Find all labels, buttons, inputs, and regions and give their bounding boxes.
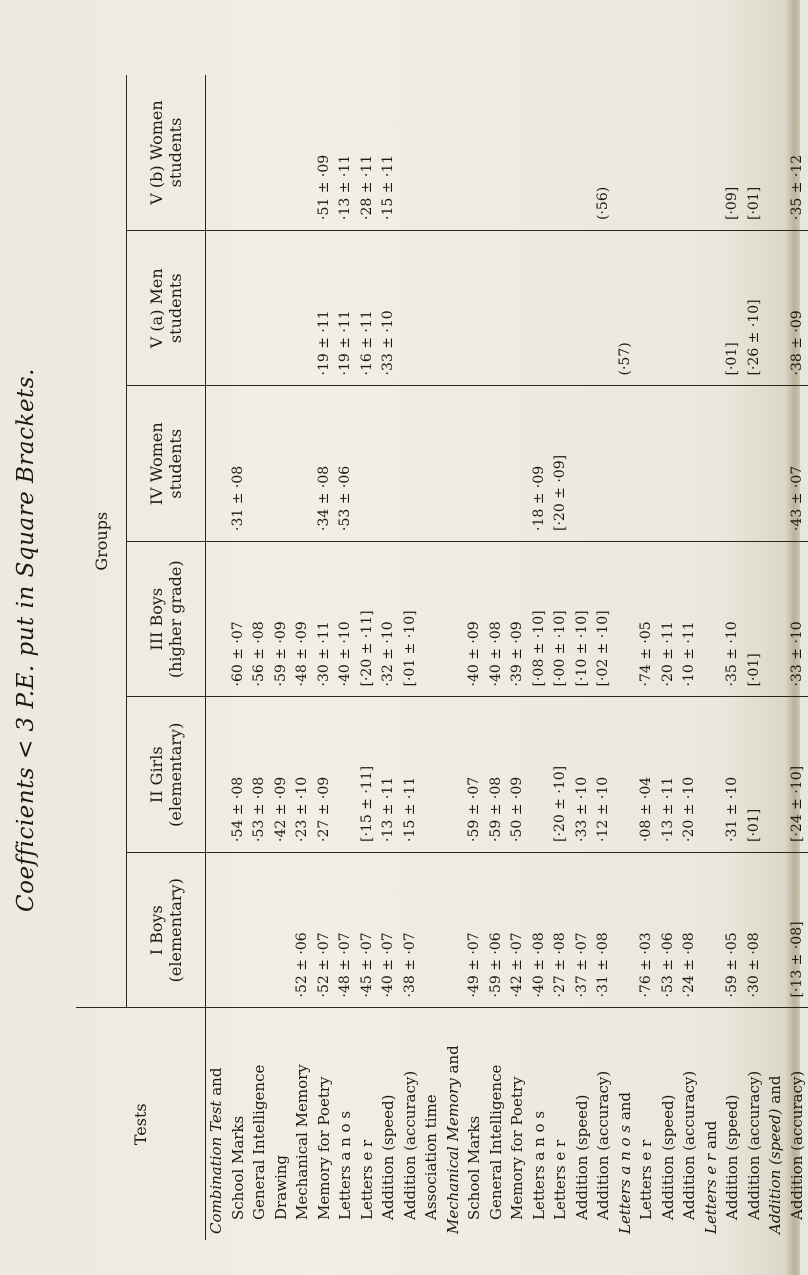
coefficient-cell: ·23 ± ·10 xyxy=(294,776,310,842)
coefficient-cell: ·40 ± ·08 xyxy=(530,932,547,998)
coefficient-cell xyxy=(658,231,680,376)
coefficient-cell xyxy=(615,75,637,220)
test-row-label: Drawing xyxy=(271,1154,290,1220)
test-row-label: Letters e r xyxy=(637,1139,655,1220)
coefficient-cell xyxy=(206,853,228,998)
coefficient-cell: ·19 ± ·11 xyxy=(315,310,332,376)
test-row-label: Addition (accuracy) xyxy=(680,1070,698,1220)
coefficient-cell xyxy=(658,75,680,220)
coefficient-cell: ·08 ± ·04 xyxy=(638,776,654,842)
coefficient-cell xyxy=(443,542,465,687)
group-header-4: IV Women students xyxy=(127,386,206,542)
coefficient-cell xyxy=(249,231,271,376)
correlation-table xyxy=(76,75,808,1240)
coefficient-cell: ·16 ± ·11 xyxy=(358,310,375,376)
coefficient-cell xyxy=(249,75,271,220)
test-row-label: Addition (speed) xyxy=(572,1094,591,1220)
test-group-suffix: and xyxy=(766,1075,784,1109)
coefficient-cell: ·53 ± ·06 xyxy=(337,465,353,531)
group-header-2: II Girls (elementary) xyxy=(127,697,206,853)
coefficient-cell xyxy=(765,231,787,376)
coefficient-cell: ·48 ± ·09 xyxy=(294,621,310,687)
test-row-label: Addition (speed) xyxy=(658,1094,677,1220)
coefficient-cell xyxy=(206,75,228,220)
groups-header-row xyxy=(76,75,127,1240)
coefficient-cell: ·13 ± ·11 xyxy=(659,776,676,842)
test-row-label: Addition (accuracy) xyxy=(744,1070,763,1220)
coefficient-cell xyxy=(765,75,787,220)
coefficient-cell xyxy=(271,853,293,998)
coefficient-cell: (·56) xyxy=(595,186,611,220)
coefficient-cell xyxy=(765,853,787,998)
coefficient-cell xyxy=(572,387,594,532)
coefficient-cell: ·59 ± ·08 xyxy=(487,776,504,842)
test-group-title: Letters e r xyxy=(701,1153,720,1234)
coefficient-cell: ·40 ± ·10 xyxy=(337,621,353,687)
coefficient-cell xyxy=(636,231,658,376)
coefficient-cell xyxy=(335,698,357,843)
test-group-title: Addition (speed) xyxy=(766,1108,784,1234)
coefficient-cell: ·18 ± ·09 xyxy=(530,465,547,531)
coefficient-cell xyxy=(615,542,637,687)
test-row-label: School Marks xyxy=(465,1115,483,1220)
coefficient-cell: ·30 ± ·11 xyxy=(315,621,332,687)
coefficient-cell xyxy=(206,387,228,532)
coefficient-cell: ·33 ± ·10 xyxy=(788,621,805,687)
coefficient-cell: ·39 ± ·09 xyxy=(509,621,525,687)
coefficient-cell: ·54 ± ·08 xyxy=(229,776,246,842)
coefficient-cell xyxy=(206,542,228,687)
coefficient-cell xyxy=(765,698,787,843)
test-row-label: Association time xyxy=(422,1094,440,1220)
coefficient-cell xyxy=(443,231,465,376)
coefficient-cell xyxy=(228,75,250,220)
values-column-group-4 xyxy=(206,386,808,542)
coefficient-cell xyxy=(271,75,293,220)
coefficient-cell: ·35 ± ·10 xyxy=(724,621,740,687)
coefficient-cell: ·34 ± ·08 xyxy=(315,465,332,531)
coefficient-cell xyxy=(443,75,465,220)
coefficient-cell xyxy=(443,698,465,843)
test-row-label: Addition (speed) xyxy=(379,1094,397,1220)
coefficient-cell xyxy=(292,387,314,532)
coefficient-cell: ·56 ± ·08 xyxy=(251,621,267,687)
coefficient-cell: ·52 ± ·06 xyxy=(294,932,310,998)
test-row-label: Addition (speed) xyxy=(723,1094,741,1220)
coefficient-cell: ·43 ± ·07 xyxy=(788,465,805,531)
coefficient-cell: [·20 ± ·10] xyxy=(552,765,568,842)
tests-column xyxy=(206,1008,808,1240)
coefficient-cell xyxy=(271,387,293,532)
coefficient-cell: ·13 ± ·11 xyxy=(380,776,396,842)
coefficient-cell xyxy=(550,231,572,376)
coefficient-cell: ·15 ± ·11 xyxy=(401,776,418,842)
test-row-label: General Intelligence xyxy=(486,1064,505,1220)
coefficient-cell xyxy=(701,75,723,220)
coefficient-cell xyxy=(550,75,572,220)
coefficient-cell xyxy=(701,231,723,376)
test-group-title: Letters a n o s xyxy=(615,1124,634,1234)
coefficient-cell: ·33 ± ·10 xyxy=(380,310,396,376)
coefficient-cell: ·20 ± ·10 xyxy=(681,776,697,842)
coefficient-cell xyxy=(486,387,508,532)
coefficient-cell: ·51 ± ·09 xyxy=(315,154,332,220)
coefficient-cell: ·31 ± ·10 xyxy=(724,776,740,842)
coefficient-cell: ·59 ± ·05 xyxy=(724,932,740,998)
test-row-label: School Marks xyxy=(228,1115,247,1220)
coefficient-cell: ·59 ± ·09 xyxy=(272,621,289,687)
coefficient-cell xyxy=(464,231,486,376)
values-column-group-2 xyxy=(206,697,808,853)
coefficient-cell xyxy=(206,231,228,376)
coefficient-cell xyxy=(658,387,680,532)
coefficient-cell: ·52 ± ·07 xyxy=(315,932,332,998)
coefficient-cell xyxy=(486,231,508,376)
coefficient-cell: [·01] xyxy=(745,808,762,842)
coefficient-cell xyxy=(572,231,594,376)
coefficient-cell: [·20 ± ·11] xyxy=(358,610,375,687)
coefficient-cell: ·42 ± ·09 xyxy=(272,776,289,842)
coefficient-cell: ·32 ± ·10 xyxy=(380,621,396,687)
coefficient-cell: ·24 ± ·08 xyxy=(681,932,697,998)
coefficient-cell: ·13 ± ·11 xyxy=(337,154,353,220)
coefficient-cell: ·19 ± ·11 xyxy=(337,310,353,376)
coefficient-cell xyxy=(400,387,422,532)
coefficient-cell: [·15 ± ·11] xyxy=(358,765,375,842)
coefficient-cell: ·15 ± ·11 xyxy=(380,154,396,220)
coefficient-cell: [·09] xyxy=(724,186,740,220)
test-row-label: Memory for Poetry xyxy=(508,1076,526,1220)
coefficient-cell: ·40 ± ·07 xyxy=(380,932,396,998)
coefficient-cell xyxy=(421,387,443,532)
coefficient-cell xyxy=(593,387,615,532)
coefficient-cell xyxy=(615,698,637,843)
coefficient-cell xyxy=(421,542,443,687)
test-row-label: Mechanical Memory xyxy=(293,1064,311,1220)
coefficient-cell xyxy=(507,231,529,376)
test-row-label: Letters a n o s xyxy=(336,1110,354,1220)
coefficient-cell xyxy=(400,75,422,220)
coefficient-cell: (·57) xyxy=(616,342,633,376)
test-group-suffix: and xyxy=(615,1091,634,1125)
group-header-6: V (b) Women students xyxy=(127,75,206,231)
coefficient-cell xyxy=(679,231,701,376)
test-group-suffix: and xyxy=(443,1045,462,1079)
rotated-table-wrapper xyxy=(76,75,806,1240)
coefficient-cell xyxy=(701,853,723,998)
coefficient-cell: [·01] xyxy=(745,653,762,687)
coefficient-cell: ·49 ± ·07 xyxy=(466,932,482,998)
coefficient-cell xyxy=(421,698,443,843)
coefficient-cell: ·33 ± ·10 xyxy=(573,776,590,842)
table-heading: Coefficients < 3 P.E. put in Square Brackets. xyxy=(13,368,39,912)
coefficient-cell: ·27 ± ·08 xyxy=(552,932,568,998)
coefficient-cell xyxy=(486,75,508,220)
test-row-label xyxy=(765,1009,787,1235)
coefficient-cell: [·00 ± ·10] xyxy=(552,610,568,687)
test-row-label xyxy=(443,1009,465,1235)
test-row-label: Letters a n o s xyxy=(529,1110,548,1220)
coefficient-cell: [·20 ± ·09] xyxy=(552,454,568,531)
coefficient-cell: [·13 ± ·08] xyxy=(788,921,805,998)
coefficient-cell xyxy=(228,231,250,376)
coefficient-cell xyxy=(464,387,486,532)
coefficient-cell: ·31 ± ·08 xyxy=(595,932,611,998)
group-header-3: III Boys (higher grade) xyxy=(127,542,206,698)
coefficient-cell: [·01] xyxy=(745,186,762,220)
coefficient-cell: ·40 ± ·08 xyxy=(487,621,504,687)
test-row-label xyxy=(615,1009,637,1235)
coefficient-cell xyxy=(636,75,658,220)
values-column-group-6 xyxy=(206,75,808,231)
coefficient-cell: [·08 ± ·10] xyxy=(530,610,547,687)
test-row-label xyxy=(206,1009,228,1235)
coefficient-cell: ·60 ± ·07 xyxy=(229,621,246,687)
test-row-label: Addition (accuracy) xyxy=(594,1070,612,1220)
coefficient-cell: ·38 ± ·09 xyxy=(788,310,805,376)
coefficient-cell: ·10 ± ·11 xyxy=(681,621,697,687)
coefficient-cell xyxy=(722,387,744,532)
test-group-title: Mechanical Memory xyxy=(443,1078,462,1234)
coefficient-cell xyxy=(765,542,787,687)
coefficient-cell xyxy=(679,75,701,220)
test-row-label: Letters e r xyxy=(357,1139,376,1220)
values-column-group-5 xyxy=(206,231,808,387)
test-row-label: Addition (accuracy) xyxy=(787,1070,806,1220)
coefficient-cell xyxy=(206,698,228,843)
coefficient-cell: [·10 ± ·10] xyxy=(573,610,590,687)
coefficient-cell xyxy=(679,387,701,532)
coefficient-cell xyxy=(744,387,766,532)
coefficient-cell: ·59 ± ·06 xyxy=(487,932,504,998)
coefficient-cell xyxy=(400,231,422,376)
coefficient-cell: ·53 ± ·08 xyxy=(251,776,267,842)
coefficient-cell xyxy=(615,387,637,532)
coefficient-cell: ·59 ± ·07 xyxy=(466,776,482,842)
coefficient-cell xyxy=(765,387,787,532)
test-row-label xyxy=(701,1009,723,1235)
coefficient-cell xyxy=(292,231,314,376)
coefficient-cell xyxy=(378,387,400,532)
coefficient-cell xyxy=(249,853,271,998)
test-row-label: Memory for Poetry xyxy=(314,1076,333,1220)
coefficient-cell: ·53 ± ·06 xyxy=(659,932,676,998)
coefficient-cell xyxy=(271,231,293,376)
coefficient-cell xyxy=(593,231,615,376)
coefficient-cell: [·01] xyxy=(724,342,740,376)
coefficient-cell xyxy=(701,542,723,687)
coefficient-cell xyxy=(421,231,443,376)
coefficient-cell xyxy=(615,853,637,998)
coefficient-cell xyxy=(529,698,551,843)
coefficient-cell xyxy=(701,698,723,843)
coefficient-cell: ·40 ± ·09 xyxy=(466,621,482,687)
coefficient-cell: [·26 ± ·10] xyxy=(745,299,762,376)
coefficient-cell xyxy=(228,853,250,998)
group-header-1: I Boys (elementary) xyxy=(127,853,206,1009)
coefficient-cell xyxy=(529,231,551,376)
coefficient-cell: ·30 ± ·08 xyxy=(745,932,762,998)
coefficient-cell: [·01 ± ·10] xyxy=(401,610,418,687)
coefficient-cell xyxy=(357,387,379,532)
coefficient-cell: [·24 ± ·10] xyxy=(788,765,805,842)
coefficient-cell: ·48 ± ·07 xyxy=(337,932,353,998)
coefficient-cell xyxy=(443,387,465,532)
coefficient-cell: ·35 ± ·12 xyxy=(788,154,805,220)
coefficient-cell xyxy=(292,75,314,220)
groups-header: Groups xyxy=(76,75,127,1008)
coefficient-cell xyxy=(249,387,271,532)
coefficient-cell: ·27 ± ·09 xyxy=(315,776,332,842)
coefficient-cell xyxy=(572,75,594,220)
values-column-group-1 xyxy=(206,853,808,1009)
coefficient-cell xyxy=(507,387,529,532)
test-row-label: Addition (accuracy) xyxy=(400,1070,419,1220)
coefficient-cell xyxy=(529,75,551,220)
coefficient-cell: [·02 ± ·10] xyxy=(595,610,611,687)
coefficient-cell: ·28 ± ·11 xyxy=(358,154,375,220)
coefficient-cell: ·12 ± ·10 xyxy=(595,776,611,842)
coefficient-cell: ·31 ± ·08 xyxy=(229,465,246,531)
group-header-5: V (a) Men students xyxy=(127,231,206,387)
test-group-suffix: and xyxy=(207,1067,225,1101)
test-group-title: Combination Test xyxy=(207,1100,225,1234)
tests-header: Tests xyxy=(76,1008,206,1240)
coefficient-cell xyxy=(636,387,658,532)
table-body-row xyxy=(206,75,808,1240)
coefficient-cell: ·20 ± ·11 xyxy=(659,621,676,687)
coefficient-cell xyxy=(421,75,443,220)
coefficient-cell xyxy=(443,853,465,998)
coefficient-cell: ·38 ± ·07 xyxy=(401,932,418,998)
values-column-group-3 xyxy=(206,542,808,698)
coefficient-cell: ·42 ± ·07 xyxy=(509,932,525,998)
coefficient-cell: ·37 ± ·07 xyxy=(573,932,590,998)
coefficient-cell: ·76 ± ·03 xyxy=(638,932,654,998)
coefficient-cell xyxy=(701,387,723,532)
coefficient-cell xyxy=(464,75,486,220)
test-row-label: General Intelligence xyxy=(250,1064,268,1220)
test-group-suffix: and xyxy=(701,1120,720,1154)
coefficient-cell xyxy=(421,853,443,998)
test-row-label: Letters e r xyxy=(551,1139,569,1220)
coefficient-cell: ·74 ± ·05 xyxy=(638,621,654,687)
coefficient-cell: ·45 ± ·07 xyxy=(358,932,375,998)
coefficient-cell: ·50 ± ·09 xyxy=(509,776,525,842)
coefficient-cell xyxy=(507,75,529,220)
